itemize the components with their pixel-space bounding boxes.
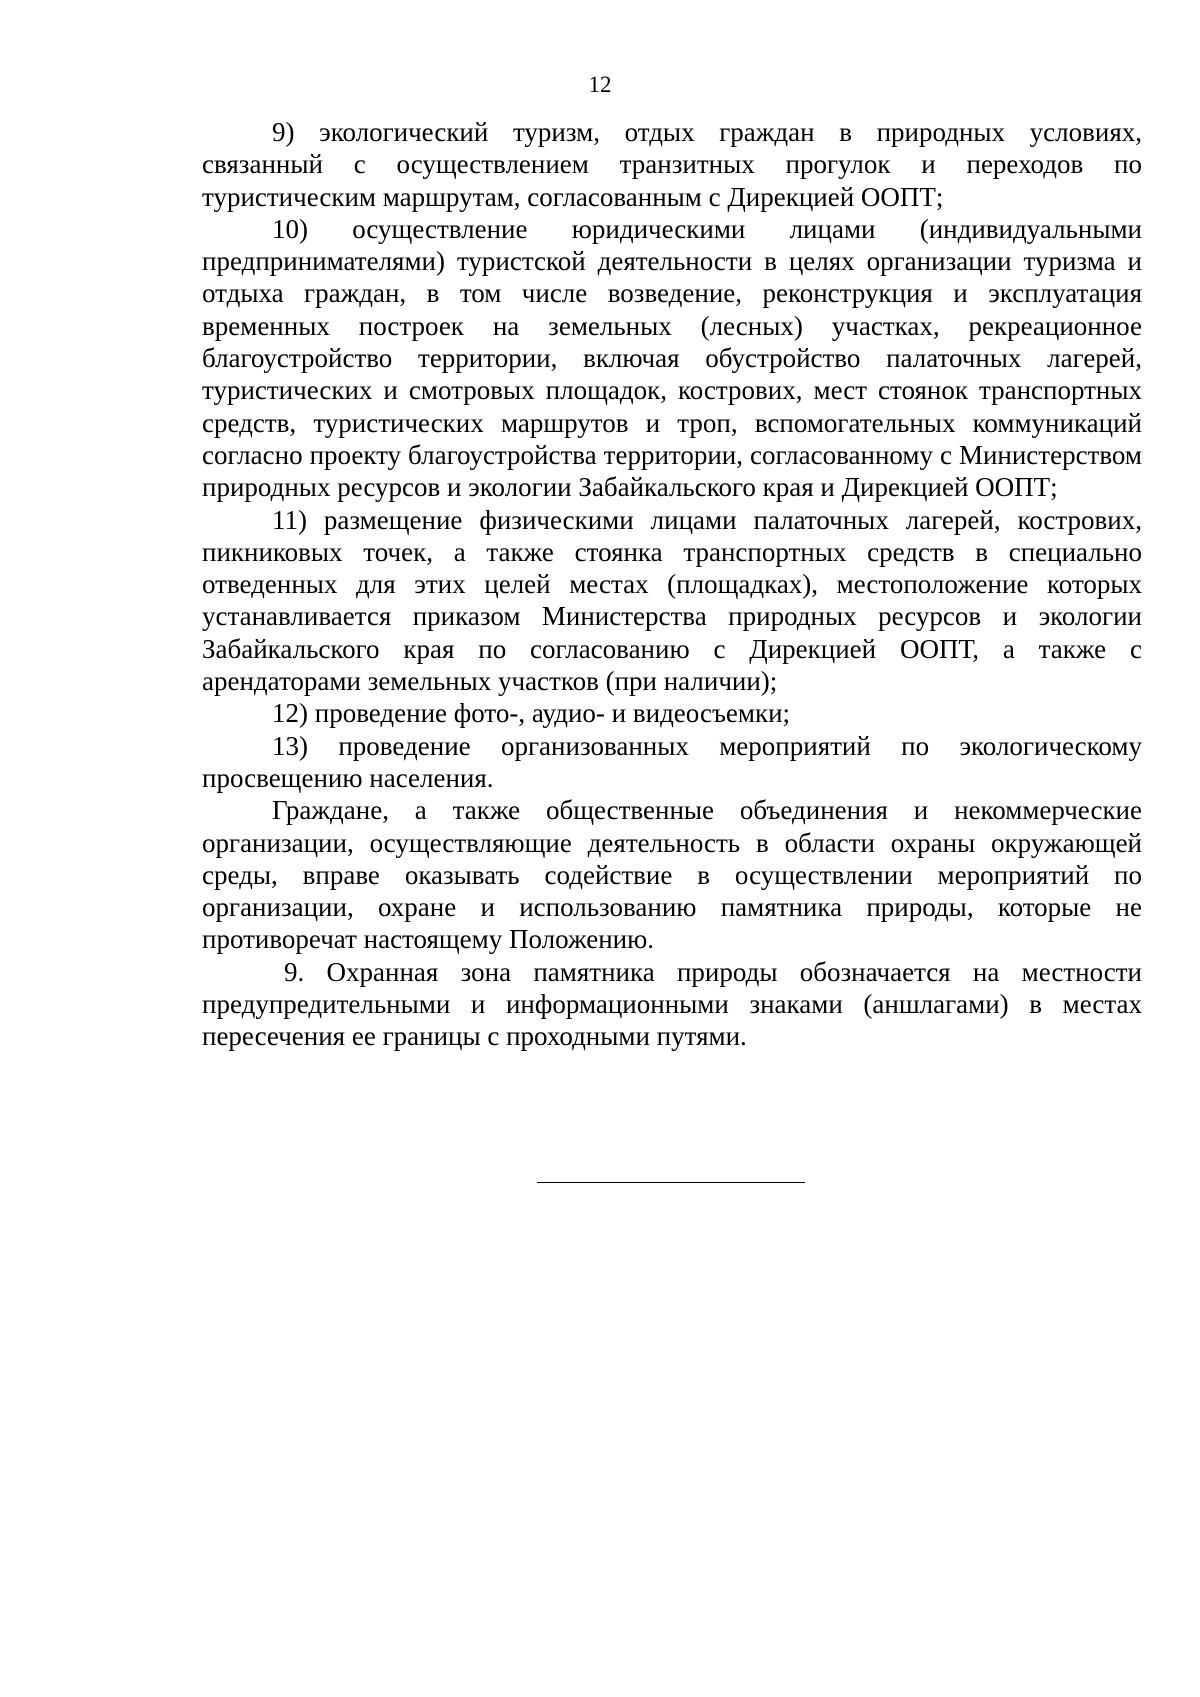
list-item-11: 11) размещение физическими лицами палаточных лагерей, кострових, пикниковых точек, а также стоянка транспортных средств в специально отведенных для этих целей местах (площадках), местоположение которых устанавливается приказом Министерства природных ресурсов и экологии Забайкальского края по согласованию с Дирекцией ООПТ, а также с арендаторами земельных участков (при наличии); [202, 504, 1142, 697]
list-item-9: 9) экологический туризм, отдых граждан в природных условиях, связанный с осуществлением транзитных прогулок и переходов по туристическим маршрутам, согласованным с Дирекцией ООПТ; [202, 117, 1142, 212]
list-item-12: 12) проведение фото-, аудио- и видеосъемки; [272, 698, 791, 729]
end-divider-line [537, 1182, 805, 1183]
document-body [202, 116, 1142, 1053]
citizens-paragraph: Граждане, а также общественные объединения и некоммерческие организации, осуществляющие деятельность в области охраны окружающей среды, вправе оказывать содействие в осуществлении мероприятий по организации, охране и использованию памятника природы, которые не противоречат настоящему Положению. [202, 795, 1142, 955]
list-item-10: 10) осуществление юридическими лицами (индивидуальными предпринимателями) туристской деятельности в целях организации туризма и отдыха граждан, в том числе возведение, реконструкция и эксплуатация временных построек на земельных (лесных) участках, рекреационное благоустройство территории, включая обустройство палаточных лагерей, туристических и смотровых площадок, кострових, мест стоянок транспортных средств, туристических маршрутов и троп, вспомогательных коммуникаций согласно проекту благоустройства территории, согласованному с Министерством природных ресурсов и экологии Забайкальского края и Дирекцией ООПТ; [202, 213, 1142, 503]
list-item-13: 13) проведение организованных мероприятий по экологическому просвещению населения. [202, 730, 1142, 793]
page-number: 12 [588, 72, 612, 97]
section-9-paragraph: 9. Охранная зона памятника природы обозначается на местности предупредительными и информационными знаками (аншлагами) в местах пересечения ее границы с проходными путями. [202, 956, 1142, 1052]
